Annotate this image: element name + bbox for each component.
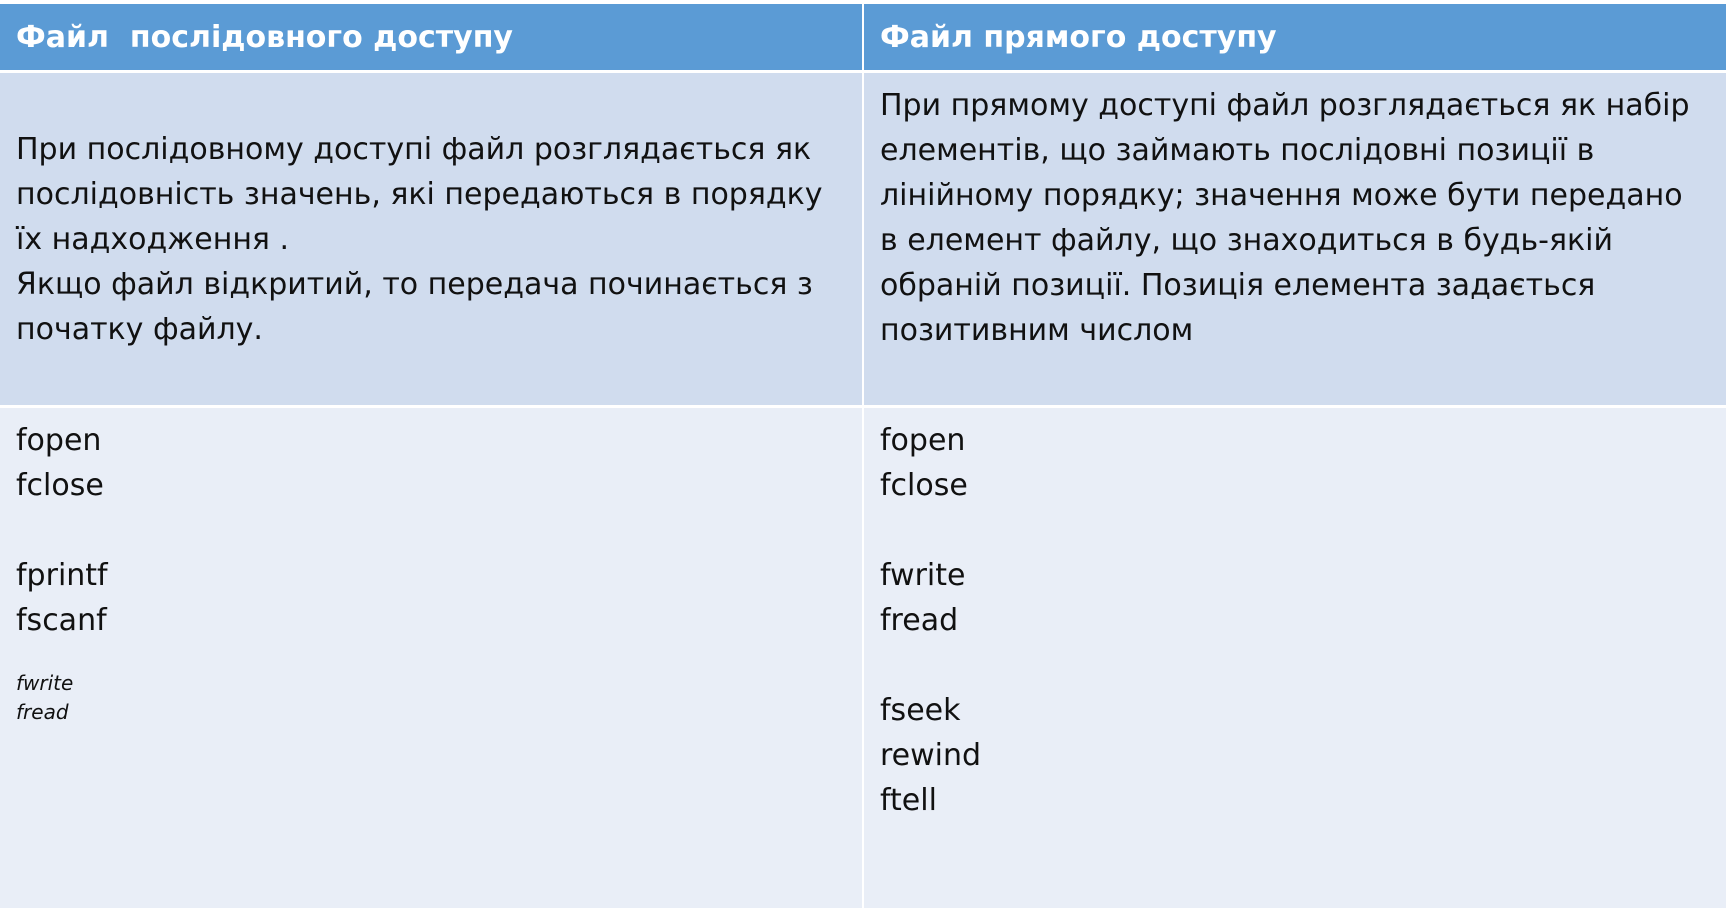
description-line: При прямому доступі файл розглядається як набір (880, 88, 1690, 123)
description-direct (864, 73, 1726, 405)
description-sequential (0, 73, 862, 405)
description-line: Якщо файл відкритий, то передача починається з (16, 266, 813, 302)
function-name: rewind (880, 738, 982, 773)
secondary-functions (16, 669, 850, 727)
function-name: fread (880, 603, 959, 638)
description-line: їх надходження . (16, 221, 290, 257)
comparison-table (0, 4, 1726, 910)
description-line: позитивним числом (880, 313, 1194, 348)
header-sequential-access: Файл послідовного доступу (0, 4, 862, 70)
description-line: в елемент файлу, що знаходиться в будь-якій (880, 223, 1613, 258)
function-name: fscanf (16, 603, 107, 638)
function-name-small: fread (16, 700, 69, 724)
function-name: fwrite (880, 558, 966, 593)
function-name: fopen (880, 423, 966, 458)
description-line: початку файлу. (16, 311, 263, 347)
list-spacer (880, 643, 1714, 688)
description-line: послідовність значень, які передаються в порядку (16, 176, 823, 212)
list-spacer (880, 508, 1714, 553)
description-line: лінійному порядку; значення може бути передано (880, 178, 1683, 213)
function-name: fclose (880, 468, 968, 503)
functions-sequential (0, 408, 862, 908)
description-line: При послідовному доступі файл розглядається як (16, 131, 812, 167)
description-line: елементів, що займають послідовні позиції в (880, 133, 1595, 168)
function-name: fclose (16, 468, 104, 503)
functions-direct (864, 408, 1726, 908)
function-name: ftell (880, 783, 937, 818)
function-name: fprintf (16, 558, 108, 593)
description-line: обраній позиції. Позиція елемента задається (880, 268, 1596, 303)
function-name-small: fwrite (16, 671, 74, 695)
list-spacer (16, 508, 850, 553)
function-name: fseek (880, 693, 961, 728)
function-name: fopen (16, 423, 102, 458)
header-direct-access: Файл прямого доступу (864, 4, 1726, 70)
